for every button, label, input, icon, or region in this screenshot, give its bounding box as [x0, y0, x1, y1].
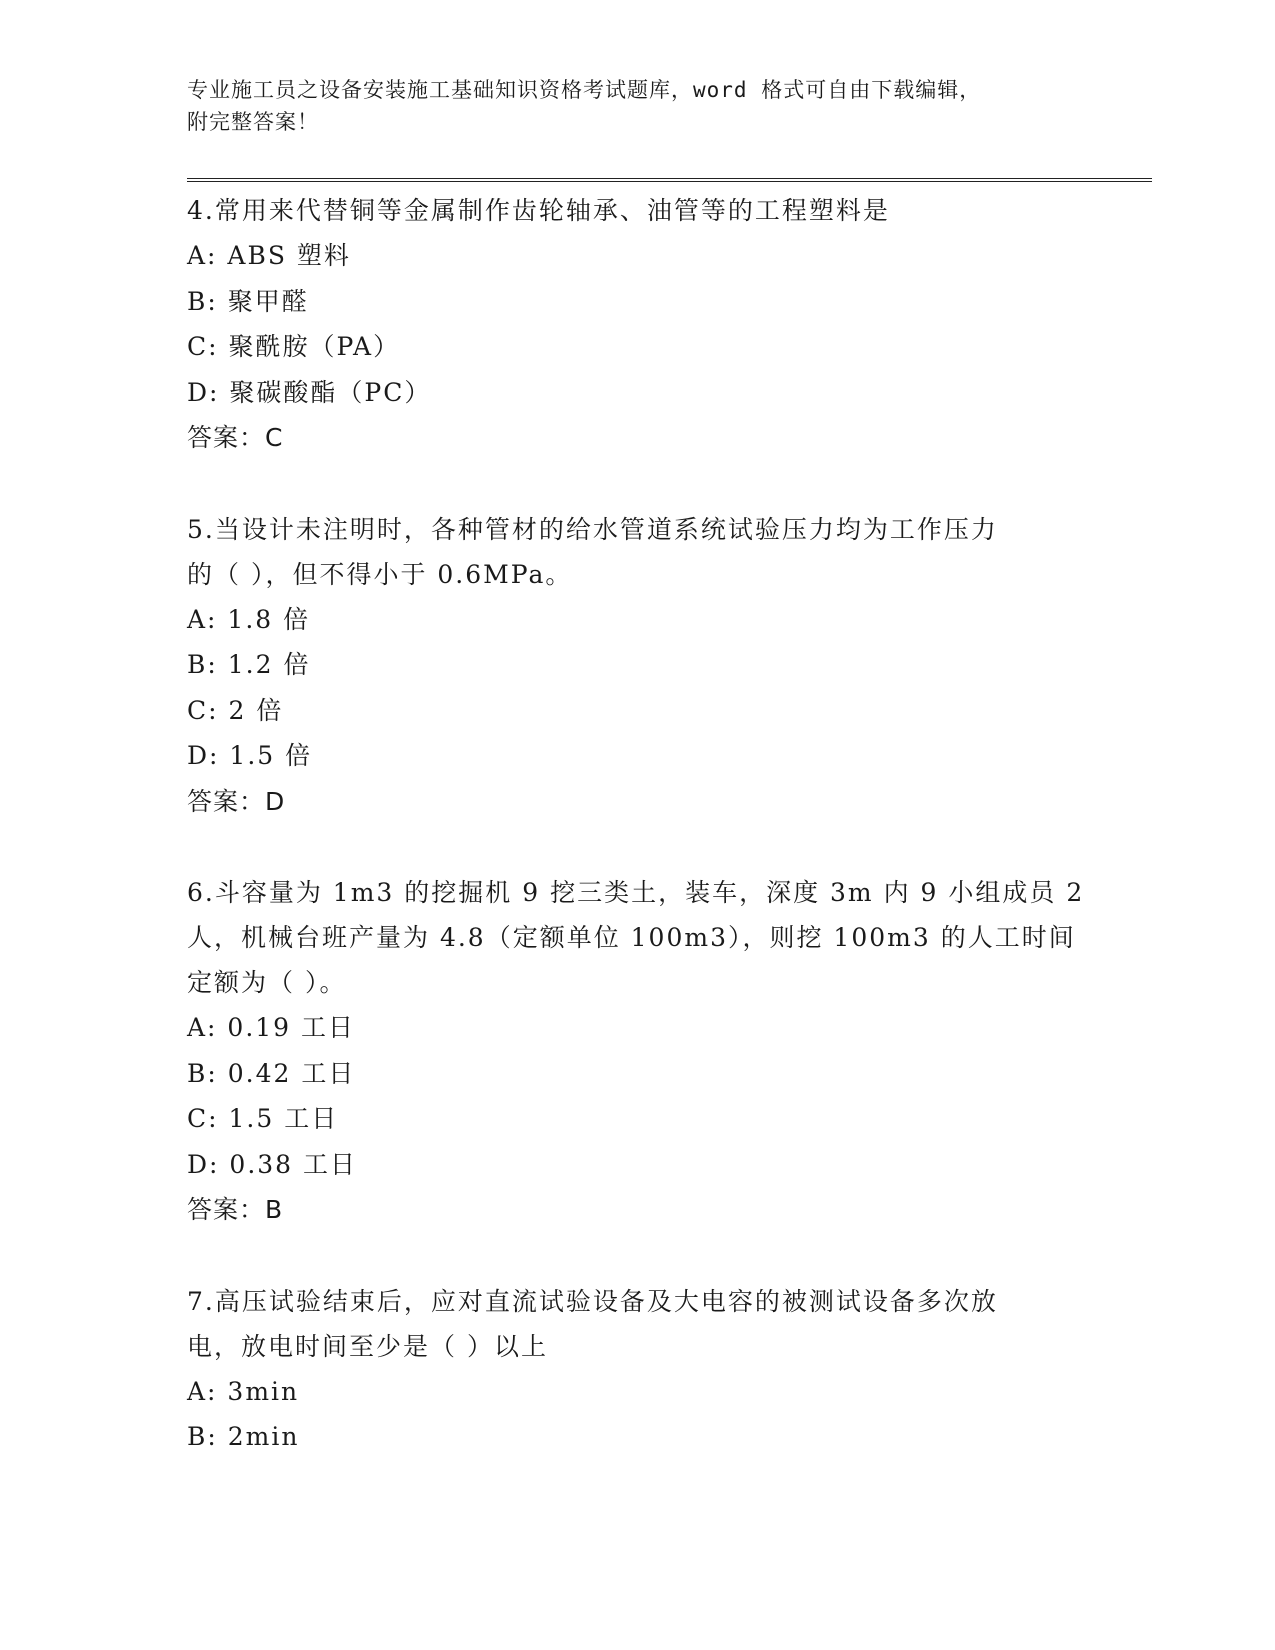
- option-b: B: 1.2 倍: [187, 650, 311, 679]
- option-c: C: 1.5 工日: [187, 1104, 339, 1133]
- option-a: A: 0.19 工日: [187, 1013, 356, 1042]
- question-7: [187, 1279, 1087, 1460]
- question-stem: 人，机械台班产量为 4.8（定额单位 100m3），则挖 100m3 的人工时间: [187, 923, 1076, 952]
- option-c: C: 聚酰胺（PA）: [187, 332, 401, 361]
- header-line-1: 专业施工员之设备安装施工基础知识资格考试题库，word 格式可自由下载编辑，: [187, 78, 982, 102]
- option-a: A: ABS 塑料: [187, 241, 351, 270]
- option-d: D: 0.38 工日: [187, 1149, 358, 1179]
- question-stem: 7.高压试验结束后，应对直流试验设备及大电容的被测试设备多次放: [187, 1286, 998, 1316]
- question-stem: 5.当设计未注明时，各种管材的给水管道系统试验压力均为工作压力: [187, 514, 998, 544]
- option-c: C: 2 倍: [187, 695, 284, 725]
- option-b: B: 0.42 工日: [187, 1058, 356, 1088]
- question-stem: 4.常用来代替铜等金属制作齿轮轴承、油管等的工程塑料是: [187, 196, 890, 225]
- answer-line: 答案：D: [187, 786, 286, 816]
- answer-line: 答案：C: [187, 423, 284, 452]
- answer-line: 答案：B: [187, 1195, 284, 1224]
- question-stem: 电，放电时间至少是（ ）以上: [187, 1331, 548, 1361]
- question-list: [187, 188, 1087, 1506]
- question-stem: 6.斗容量为 1m3 的挖掘机 9 挖三类土，装车，深度 3m 内 9 小组成员 2: [187, 878, 1085, 907]
- option-b: B: 聚甲醛: [187, 286, 309, 316]
- question-6: [187, 870, 1087, 1233]
- header-divider: [187, 178, 1152, 182]
- question-stem: 的（ ），但不得小于 0.6MPa。: [187, 559, 573, 589]
- option-b: B: 2min: [187, 1422, 300, 1451]
- question-stem: 定额为（ ）。: [187, 968, 347, 997]
- question-5: [187, 507, 1087, 825]
- option-d: D: 聚碳酸酯（PC）: [187, 377, 432, 407]
- option-a: A: 1.8 倍: [187, 604, 311, 634]
- option-a: A: 3min: [187, 1376, 300, 1406]
- document-header: [187, 74, 1087, 138]
- option-d: D: 1.5 倍: [187, 741, 313, 770]
- question-4: [187, 188, 1087, 461]
- header-line-2: 附完整答案！: [187, 110, 319, 134]
